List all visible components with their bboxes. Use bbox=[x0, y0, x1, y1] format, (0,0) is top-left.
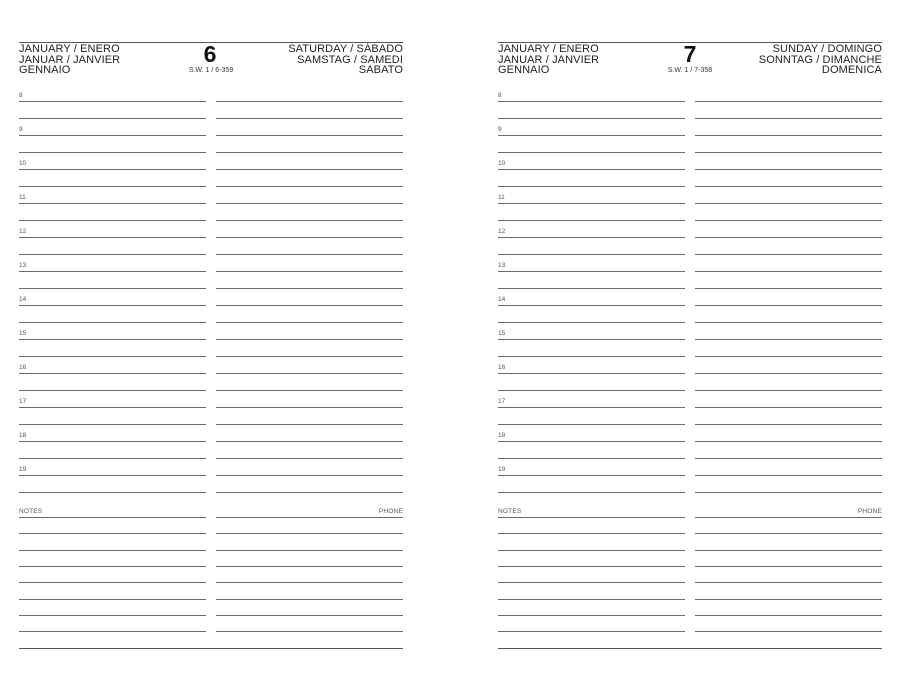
planner-page-left bbox=[19, 0, 403, 691]
hour-writing-line[interactable] bbox=[498, 475, 685, 476]
half-hour-writing-line[interactable] bbox=[19, 288, 206, 289]
hour-label: 10 bbox=[498, 160, 506, 167]
hour-label: 18 bbox=[498, 432, 506, 439]
half-hour-writing-line[interactable] bbox=[19, 492, 206, 493]
hour-label: 12 bbox=[498, 228, 506, 235]
notes-line[interactable] bbox=[498, 582, 685, 583]
hour-writing-line[interactable] bbox=[498, 169, 685, 170]
half-hour-writing-line[interactable] bbox=[19, 254, 206, 255]
notes-line[interactable] bbox=[498, 517, 685, 518]
phone-line[interactable] bbox=[216, 533, 403, 534]
half-hour-writing-line[interactable] bbox=[216, 288, 403, 289]
phone-line[interactable] bbox=[695, 615, 882, 616]
half-hour-writing-line[interactable] bbox=[695, 322, 882, 323]
half-hour-writing-line[interactable] bbox=[695, 186, 882, 187]
half-hour-writing-line[interactable] bbox=[498, 186, 685, 187]
half-hour-writing-line[interactable] bbox=[19, 424, 206, 425]
notes-line[interactable] bbox=[19, 566, 206, 567]
hour-label: 11 bbox=[19, 194, 26, 201]
phone-line[interactable] bbox=[216, 599, 403, 600]
hour-writing-line[interactable] bbox=[498, 305, 685, 306]
hour-writing-line[interactable] bbox=[498, 271, 685, 272]
hour-writing-line[interactable] bbox=[216, 407, 403, 408]
header-rule bbox=[19, 42, 403, 43]
notes-line[interactable] bbox=[498, 615, 685, 616]
hour-writing-line[interactable] bbox=[498, 339, 685, 340]
half-hour-writing-line[interactable] bbox=[695, 288, 882, 289]
hour-writing-line[interactable] bbox=[498, 441, 685, 442]
hour-writing-line[interactable] bbox=[19, 441, 206, 442]
half-hour-writing-line[interactable] bbox=[695, 356, 882, 357]
hour-label: 12 bbox=[19, 228, 27, 235]
half-hour-writing-line[interactable] bbox=[498, 492, 685, 493]
hour-label: 17 bbox=[19, 398, 27, 405]
half-hour-writing-line[interactable] bbox=[216, 152, 403, 153]
half-hour-writing-line[interactable] bbox=[695, 390, 882, 391]
hour-writing-line[interactable] bbox=[498, 373, 685, 374]
hour-label: 14 bbox=[19, 296, 27, 303]
phone-line[interactable] bbox=[695, 550, 882, 551]
hour-label: 14 bbox=[498, 296, 506, 303]
hour-label: 8 bbox=[498, 92, 502, 99]
planner-page-right bbox=[498, 0, 882, 691]
hour-label: 16 bbox=[19, 364, 27, 371]
hour-label: 11 bbox=[498, 194, 505, 201]
half-hour-writing-line[interactable] bbox=[695, 424, 882, 425]
hour-writing-line[interactable] bbox=[498, 101, 685, 102]
half-hour-writing-line[interactable] bbox=[498, 152, 685, 153]
phone-line[interactable] bbox=[216, 631, 403, 632]
month-line-2: JANUAR / JANVIER bbox=[19, 53, 121, 66]
half-hour-writing-line[interactable] bbox=[216, 254, 403, 255]
notes-line[interactable] bbox=[19, 615, 206, 616]
half-hour-writing-line[interactable] bbox=[498, 424, 685, 425]
hour-writing-line[interactable] bbox=[498, 135, 685, 136]
notes-line[interactable] bbox=[498, 631, 685, 632]
bottom-rule bbox=[19, 648, 403, 649]
half-hour-writing-line[interactable] bbox=[216, 492, 403, 493]
hour-label: 19 bbox=[498, 466, 506, 473]
hour-writing-line[interactable] bbox=[216, 135, 403, 136]
hour-writing-line[interactable] bbox=[695, 475, 882, 476]
week-info: S.W. 1 / 6-359 bbox=[188, 67, 234, 74]
hour-label: 8 bbox=[19, 92, 23, 99]
hour-writing-line[interactable] bbox=[19, 305, 206, 306]
weekday-line-3: SABATO bbox=[358, 64, 403, 76]
hour-label: 15 bbox=[19, 330, 27, 337]
hour-writing-line[interactable] bbox=[695, 203, 882, 204]
half-hour-writing-line[interactable] bbox=[19, 458, 206, 459]
hour-writing-line[interactable] bbox=[216, 373, 403, 374]
hour-writing-line[interactable] bbox=[19, 169, 206, 170]
half-hour-writing-line[interactable] bbox=[216, 458, 403, 459]
hour-writing-line[interactable] bbox=[19, 135, 206, 136]
half-hour-writing-line[interactable] bbox=[498, 220, 685, 221]
notes-line[interactable] bbox=[19, 599, 206, 600]
half-hour-writing-line[interactable] bbox=[19, 322, 206, 323]
hour-writing-line[interactable] bbox=[19, 237, 206, 238]
half-hour-writing-line[interactable] bbox=[498, 288, 685, 289]
hour-writing-line[interactable] bbox=[19, 271, 206, 272]
hour-label: 17 bbox=[498, 398, 506, 405]
header-rule bbox=[498, 42, 882, 43]
half-hour-writing-line[interactable] bbox=[695, 254, 882, 255]
hour-label: 10 bbox=[19, 160, 27, 167]
hour-label: 13 bbox=[19, 262, 27, 269]
weekday-names bbox=[759, 44, 882, 76]
half-hour-writing-line[interactable] bbox=[19, 152, 206, 153]
hour-writing-line[interactable] bbox=[695, 305, 882, 306]
notes-line[interactable] bbox=[498, 533, 685, 534]
phone-line[interactable] bbox=[216, 517, 403, 518]
half-hour-writing-line[interactable] bbox=[216, 390, 403, 391]
hour-writing-line[interactable] bbox=[498, 203, 685, 204]
hour-writing-line[interactable] bbox=[216, 101, 403, 102]
phone-line[interactable] bbox=[216, 566, 403, 567]
half-hour-writing-line[interactable] bbox=[695, 152, 882, 153]
hour-writing-line[interactable] bbox=[19, 101, 206, 102]
hour-writing-line[interactable] bbox=[695, 135, 882, 136]
hour-writing-line[interactable] bbox=[216, 271, 403, 272]
month-line-1: JANUARY / ENERO bbox=[498, 43, 599, 55]
notes-label: NOTES bbox=[19, 508, 43, 515]
hour-label: 13 bbox=[498, 262, 506, 269]
hour-writing-line[interactable] bbox=[19, 407, 206, 408]
half-hour-writing-line[interactable] bbox=[19, 390, 206, 391]
weekday-line-3: DOMENICA bbox=[821, 64, 882, 76]
hour-writing-line[interactable] bbox=[216, 475, 403, 476]
notes-line[interactable] bbox=[498, 599, 685, 600]
phone-line[interactable] bbox=[216, 550, 403, 551]
hour-writing-line[interactable] bbox=[695, 101, 882, 102]
hour-label: 9 bbox=[498, 126, 502, 133]
hour-writing-line[interactable] bbox=[695, 271, 882, 272]
half-hour-writing-line[interactable] bbox=[216, 186, 403, 187]
half-hour-writing-line[interactable] bbox=[498, 390, 685, 391]
half-hour-writing-line[interactable] bbox=[498, 458, 685, 459]
half-hour-writing-line[interactable] bbox=[498, 322, 685, 323]
hour-writing-line[interactable] bbox=[19, 339, 206, 340]
week-info: S.W. 1 / 7-358 bbox=[667, 67, 713, 74]
half-hour-writing-line[interactable] bbox=[19, 356, 206, 357]
hour-writing-line[interactable] bbox=[498, 237, 685, 238]
weekday-line-2: SAMSTAG / SAMEDI bbox=[297, 53, 403, 66]
hour-writing-line[interactable] bbox=[216, 339, 403, 340]
half-hour-writing-line[interactable] bbox=[695, 458, 882, 459]
hour-writing-line[interactable] bbox=[695, 237, 882, 238]
hour-label: 9 bbox=[19, 126, 23, 133]
half-hour-writing-line[interactable] bbox=[695, 118, 882, 119]
notes-line[interactable] bbox=[19, 550, 206, 551]
phone-line[interactable] bbox=[695, 599, 882, 600]
half-hour-writing-line[interactable] bbox=[216, 220, 403, 221]
weekday-names bbox=[288, 44, 403, 76]
month-line-3: GENNAIO bbox=[19, 64, 71, 76]
weekday-line-1: SATURDAY / SÁBADO bbox=[288, 43, 403, 55]
half-hour-writing-line[interactable] bbox=[19, 220, 206, 221]
half-hour-writing-line[interactable] bbox=[498, 118, 685, 119]
hour-writing-line[interactable] bbox=[19, 373, 206, 374]
month-line-2: JANUAR / JANVIER bbox=[498, 53, 600, 66]
phone-line[interactable] bbox=[695, 533, 882, 534]
notes-line[interactable] bbox=[19, 582, 206, 583]
phone-line[interactable] bbox=[216, 582, 403, 583]
hour-writing-line[interactable] bbox=[695, 339, 882, 340]
half-hour-writing-line[interactable] bbox=[695, 492, 882, 493]
hour-writing-line[interactable] bbox=[695, 169, 882, 170]
notes-line[interactable] bbox=[19, 533, 206, 534]
hour-label: 15 bbox=[498, 330, 506, 337]
hour-writing-line[interactable] bbox=[216, 441, 403, 442]
notes-line[interactable] bbox=[19, 631, 206, 632]
half-hour-writing-line[interactable] bbox=[216, 322, 403, 323]
half-hour-writing-line[interactable] bbox=[498, 356, 685, 357]
hour-label: 19 bbox=[19, 466, 27, 473]
notes-line[interactable] bbox=[19, 517, 206, 518]
notes-label: NOTES bbox=[498, 508, 522, 515]
half-hour-writing-line[interactable] bbox=[216, 118, 403, 119]
half-hour-writing-line[interactable] bbox=[695, 220, 882, 221]
hour-writing-line[interactable] bbox=[216, 305, 403, 306]
weekday-line-1: SUNDAY / DOMINGO bbox=[772, 43, 882, 55]
hour-writing-line[interactable] bbox=[19, 475, 206, 476]
hour-writing-line[interactable] bbox=[216, 169, 403, 170]
hour-label: 18 bbox=[19, 432, 27, 439]
phone-line[interactable] bbox=[695, 566, 882, 567]
phone-line[interactable] bbox=[216, 615, 403, 616]
phone-line[interactable] bbox=[695, 582, 882, 583]
phone-line[interactable] bbox=[695, 517, 882, 518]
hour-writing-line[interactable] bbox=[695, 373, 882, 374]
hour-writing-line[interactable] bbox=[498, 407, 685, 408]
day-number: 6 bbox=[203, 41, 217, 67]
hour-writing-line[interactable] bbox=[216, 237, 403, 238]
notes-line[interactable] bbox=[498, 566, 685, 567]
hour-writing-line[interactable] bbox=[19, 203, 206, 204]
phone-label: PHONE bbox=[378, 508, 403, 515]
bottom-rule bbox=[498, 648, 882, 649]
hour-label: 16 bbox=[498, 364, 506, 371]
day-number: 7 bbox=[683, 41, 697, 67]
half-hour-writing-line[interactable] bbox=[216, 424, 403, 425]
phone-line[interactable] bbox=[695, 631, 882, 632]
phone-label: PHONE bbox=[857, 508, 882, 515]
half-hour-writing-line[interactable] bbox=[216, 356, 403, 357]
half-hour-writing-line[interactable] bbox=[19, 186, 206, 187]
half-hour-writing-line[interactable] bbox=[498, 254, 685, 255]
half-hour-writing-line[interactable] bbox=[19, 118, 206, 119]
month-line-3: GENNAIO bbox=[498, 64, 550, 76]
hour-writing-line[interactable] bbox=[695, 407, 882, 408]
hour-writing-line[interactable] bbox=[695, 441, 882, 442]
weekday-line-2: SONNTAG / DIMANCHE bbox=[758, 53, 882, 66]
hour-writing-line[interactable] bbox=[216, 203, 403, 204]
notes-line[interactable] bbox=[498, 550, 685, 551]
month-line-1: JANUARY / ENERO bbox=[19, 43, 120, 55]
